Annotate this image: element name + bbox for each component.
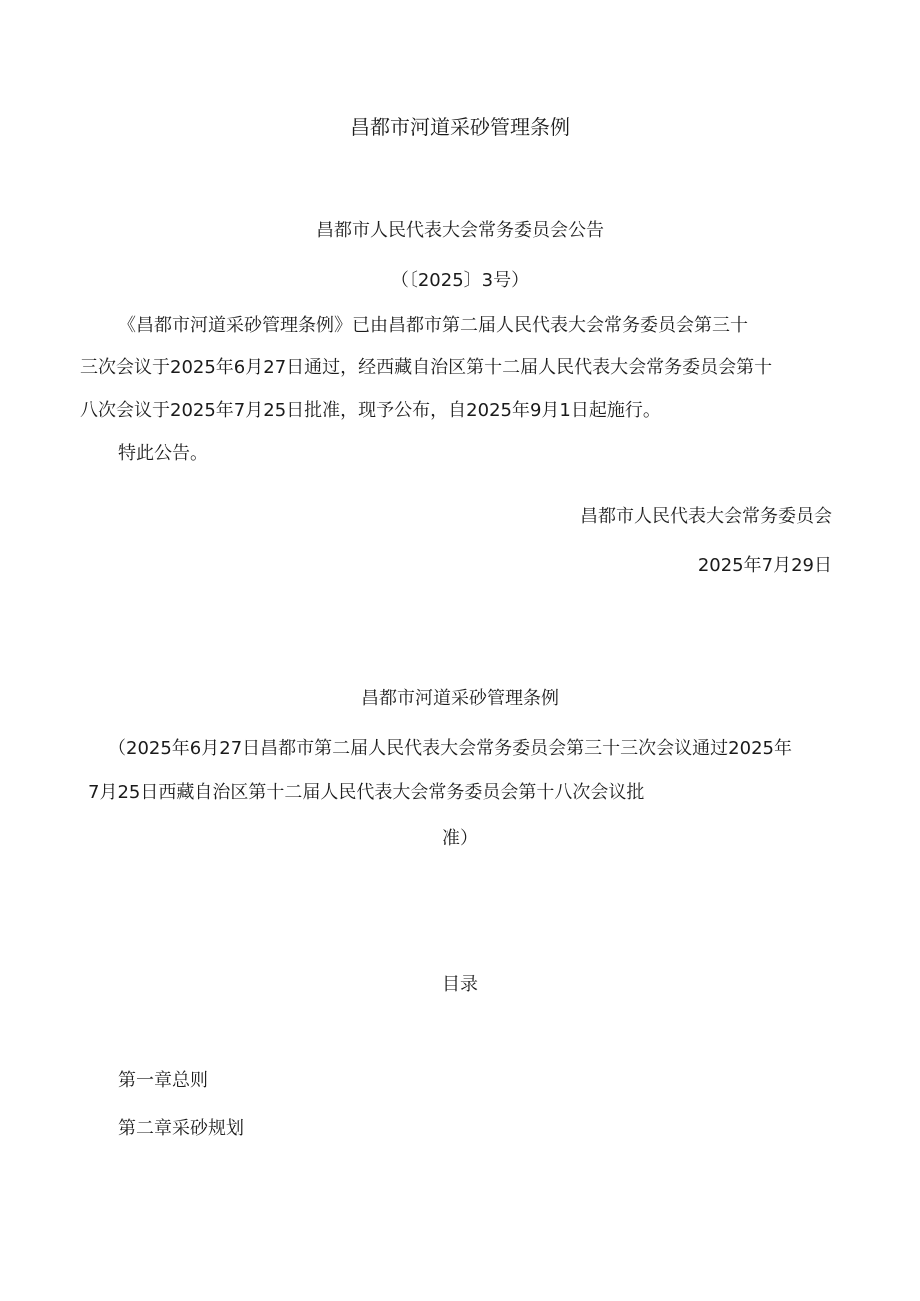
announcement-body-line-1: 《昌都市河道采砂管理条例》已由昌都市第二届人民代表大会常务委员会第三十 — [118, 315, 748, 336]
regulation-approval-line-2: 7月25日西藏自治区第十二届人民代表大会常务委员会第十八次会议批 — [88, 782, 645, 803]
announcement-signatory: 昌都市人民代表大会常务委员会 — [580, 506, 832, 527]
document-title: 昌都市河道采砂管理条例 — [350, 115, 570, 139]
announcement-date: 2025年7月29日 — [697, 555, 832, 576]
announcement-body-line-2: 三次会议于2025年6月27日通过，经西藏自治区第十二届人民代表大会常务委员会第十 — [80, 357, 773, 378]
announcement-body-line-3: 八次会议于2025年7月25日批准，现予公布，自2025年9月1日起施行。 — [80, 400, 661, 421]
toc-item-chapter-1: 第一章总则 — [118, 1070, 208, 1091]
toc-heading: 目录 — [442, 974, 478, 995]
announcement-closing: 特此公告。 — [118, 443, 208, 464]
regulation-approval-line-3: 准） — [442, 828, 478, 849]
regulation-title: 昌都市河道采砂管理条例 — [361, 688, 559, 709]
regulation-approval-line-1: （2025年6月27日昌都市第二届人民代表大会常务委员会第三十三次会议通过2025年 — [108, 738, 792, 759]
announcement-heading: 昌都市人民代表大会常务委员会公告 — [316, 220, 604, 241]
announcement-number: （〔2025〕3号） — [390, 270, 530, 291]
toc-item-chapter-2: 第二章采砂规划 — [118, 1118, 244, 1139]
